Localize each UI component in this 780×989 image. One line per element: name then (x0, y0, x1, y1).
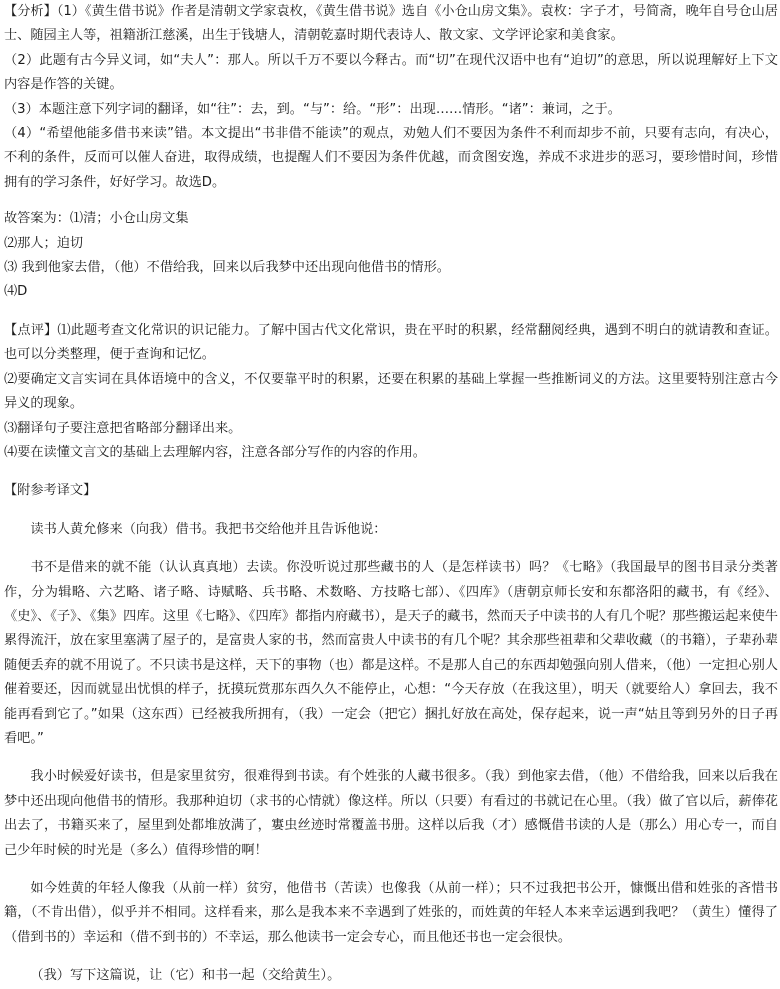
analysis-paragraph-1: 【分析】（1）《黄生借书说》作者是清朝文学家袁枚，《黄生借书说》选自《小仓山房文集》。袁枚：字子才，号简斋，晚年自号仓山居士、随园主人等，祖籍浙江慈溪，出生于钱塘人，清朝乾嘉时期代表诗人、散文家、文学评论家和美食家。 (4, 4, 778, 44)
analysis-section (4, 0, 778, 195)
translation-paragraph-2: 书不是借来的就不能（认认真真地）去读。你没听说过那些藏书的人（是怎样读书）吗？《七略》（我国最早的图书目录分类著作，分为辑略、六艺略、诸子略、诗赋略、兵书略、术数略、方技略七部）、《四库》（唐朝京师长安和东都洛阳的藏书，有《经》、《史》、《子》、《集》四库。这里《七略》、《四库》都指内府藏书），是天子的藏书，然而天子中读书的人有几个呢？那些搬运起来使牛累得流汗，放在家里塞满了屋子的，是富贵人家的书，然而富贵人中读书的有几个呢？其余那些祖辈和父辈收藏（的书籍），子辈孙辈随便丢弃的就不用说了。不只读书是这样，天下的事物（也）都是这样。不是那人自己的东西却勉强向别人借来，（他）一定担心别人催着要还，因而就显出忧惧的样子，抚摸玩赏那东西久久不能停止，心想：“今天存放（在我这里），明天（就要给人）拿回去，我不能再看到它了。”如果（这东西）已经被我所拥有，（我）一定会（把它）捆扎好放在高处，保存起来，说一声“姑且等到另外的日子再看吧。” (4, 560, 778, 746)
comment-paragraph-3: ⑶翻译句子要注意把省略部分翻译出来。 (4, 420, 242, 436)
translation-section (4, 479, 778, 988)
answer-line-3: ⑶ 我到他家去借，（他）不借给我，回来以后我梦中还出现向他借书的情形。 (4, 260, 450, 276)
comment-paragraph-2: ⑵要确定文言实词在具体语境中的含义，不仅要靠平时的积累，还要在积累的基础上掌握一些推断词义的方法。这里要特别注意古今异义的现象。 (4, 371, 778, 412)
analysis-paragraph-4: （4）“希望他能多借书来读”错。本文提出“书非借不能读”的观点，劝勉人们不要因为条件不利而却步不前，只要有志向，有决心，不利的条件，反而可以催人奋进，取得成绩，也提醒人们不要因为条件优越，而贪图安逸，养成不求进步的恶习，要珍惜时间，珍惜拥有的学习条件，好好学习。故选D。 (4, 126, 778, 190)
answer-line-4: ⑷D (4, 284, 28, 300)
comment-paragraph-4: ⑷要在读懂文言文的基础上去理解内容，注意各部分写作的内容的作用。 (4, 444, 426, 460)
comment-section (4, 319, 778, 465)
translation-paragraph-5: （我）写下这篇说，让（它）和书一起（交给黄生）。 (30, 968, 341, 984)
answer-section (4, 207, 778, 305)
translation-paragraph-1: 读书人黄允修来（向我）借书。我把书交给他并且告诉他说： (30, 521, 387, 537)
answer-line-1: 故答案为：⑴清；小仓山房文集 (4, 211, 189, 227)
answer-line-2: ⑵那人；迫切 (4, 235, 84, 251)
translation-paragraph-3: 我小时候爱好读书，但是家里贫穷，很难得到书读。有个姓张的人藏书很多。（我）到他家去借，（他）不借给我，回来以后我在梦中还出现向他借书的情形。我那种迫切（求书的心情就）像这样。所以（只要）有看过的书就记在心里。（我）做了官以后，薪俸花出去了，书籍买来了，屋里到处都堆放满了，寠虫丝迹时常覆盖书册。这样以后我（才）感慨借书读的人是（那么）用心专一，而自己少年时候的时光是（多么）值得珍惜的啊！ (4, 769, 778, 858)
translation-paragraph-4: 如今姓黄的年轻人像我（从前一样）贫穷，他借书（苦读）也像我（从前一样）；只不过我把书公开，慷慨出借和姓张的吝惜书籍，（不肯出借），似乎并不相同。这样看来，那么是我本来不幸遇到了姓张的，而姓黄的年轻人本来幸运遇到我吧？（黄生）懂得了（借到书的）幸运和（借不到书的）不幸运，那么他读书一定会专心，而且他还书也一定会很快。 (4, 881, 778, 945)
translation-header: 【附参考译文】 (4, 483, 97, 499)
analysis-paragraph-2: （2）此题有古今异义词，如“夫人”：那人。所以千万不要以今释古。而“切”在现代汉语中也有“迫切”的意思，所以说理解好上下文内容是作答的关键。 (4, 52, 778, 93)
comment-paragraph-1: 【点评】⑴此题考查文化常识的识记能力。了解中国古代文化常识，贵在平时的积累，经常翻阅经典，遇到不明白的就请教和查证。也可以分类整理，便于查询和记忆。 (4, 322, 778, 363)
analysis-paragraph-3: （3）本题注意下列字词的翻译，如“往”：去，到。“与”：给。“形”：出现……情形。“诸”：兼词，之于。 (4, 101, 621, 117)
